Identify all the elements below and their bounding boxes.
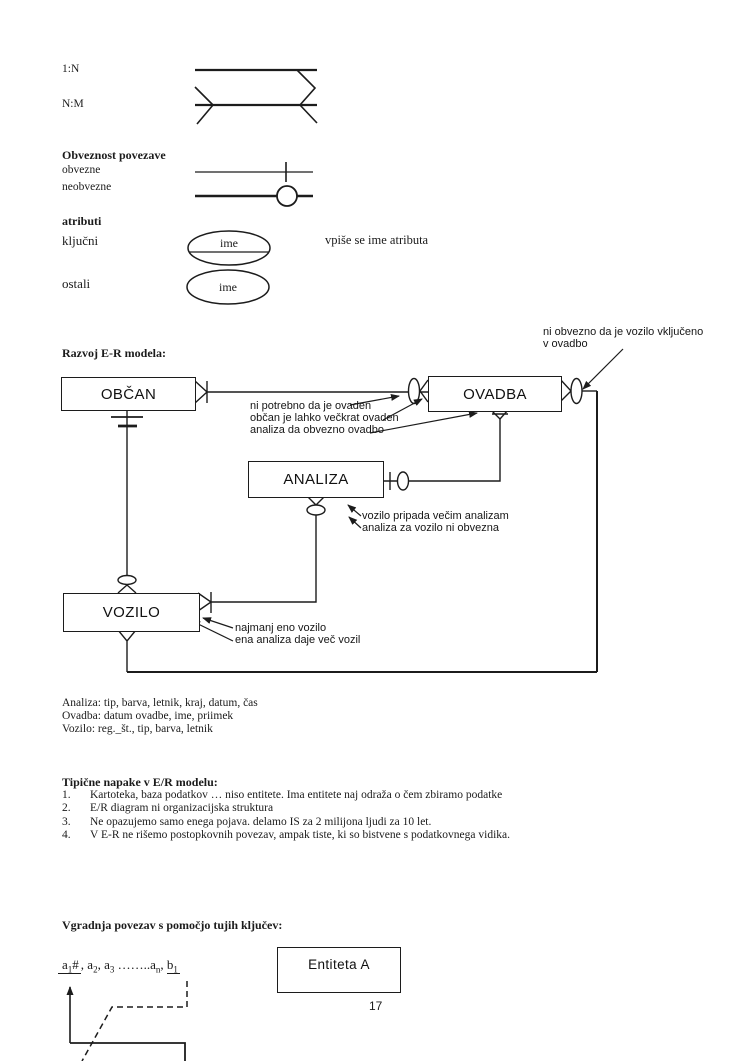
foreign-keys-title: Vgradnja povezav s pomočjo tujih ključev:	[62, 918, 283, 932]
key-attribute-name: ime	[220, 236, 238, 250]
token-text: a	[62, 957, 68, 972]
foreign-key-formula	[58, 957, 180, 975]
legend-optional-label: neobvezne	[62, 181, 112, 193]
analiza-attributes: Analiza: tip, barva, letnik, kraj, datum, čas	[62, 697, 258, 709]
legend-mandatory-label: obvezne	[62, 164, 101, 176]
other-attribute-name: ime	[219, 280, 237, 294]
entity-obcan-label: OBČAN	[100, 385, 157, 403]
annotation-obcan-ovadba	[250, 400, 399, 436]
item-number: 1.	[62, 789, 71, 801]
annotation-vozilo	[235, 622, 360, 646]
foreign-key-token	[167, 957, 180, 974]
annotation-line: najmanj eno vozilo	[235, 622, 327, 634]
legend-attributes-title: atributi	[62, 214, 102, 228]
vozilo-attributes: Vozilo: reg._št., tip, barva, letnik	[62, 723, 213, 736]
item-text: E/R diagram ni organizacijska struktura	[90, 802, 274, 815]
er-diagram-title: Razvoj E-R modela:	[62, 346, 166, 360]
legend-obligation-symbols	[195, 162, 313, 206]
annotation-line: občan je lahko večkrat ovaden	[250, 412, 399, 424]
mistakes-item	[62, 802, 510, 815]
annotation-analiza-vozilo	[362, 510, 509, 534]
legend-other-label: ostali	[62, 276, 91, 291]
item-number: 4.	[62, 829, 71, 842]
item-number: 2.	[62, 802, 71, 815]
entity-ovadba	[428, 376, 562, 412]
legend-note: vpiše se ime atributa	[325, 233, 429, 247]
token-text: , a	[97, 957, 110, 972]
mistakes-list	[62, 789, 510, 843]
token-subscript: 2	[93, 964, 98, 975]
token-subscript: 3	[109, 964, 115, 975]
mistakes-item	[62, 816, 510, 829]
page-number: 17	[369, 999, 383, 1013]
legend-cardinality-symbols	[195, 70, 317, 124]
item-text: Ne opazujemo samo enega pojava. delamo IS za 2 milijona ljudi za 10 let.	[90, 815, 432, 828]
item-text: Kartoteka, baza podatkov … niso entitete. Ima entitete naj odraža o čem zbiramo podatke	[90, 789, 503, 801]
token-text: b	[166, 957, 174, 972]
entity-obcan	[61, 377, 196, 411]
entity-a-label: Entiteta A	[308, 957, 370, 972]
key-attribute-token	[58, 957, 81, 974]
entity-vozilo-label: VOZILO	[102, 604, 161, 621]
annotation-line: ni obvezno da je vozilo vključeno	[543, 326, 704, 338]
token-subscript: 1	[67, 964, 73, 975]
annotation-line: analiza za vozilo ni obvezna	[362, 522, 499, 534]
annotation-line: v ovadbo	[543, 338, 588, 350]
token-subscript: n	[155, 964, 161, 975]
legend-nm-label: N:M	[62, 98, 84, 110]
annotation-line: ni potrebno da je ovaden	[250, 400, 372, 412]
legend-key-label: ključni	[62, 233, 99, 248]
mistakes-item	[62, 829, 510, 842]
legend-1n-label: 1:N	[62, 63, 80, 75]
legend-obligation-title: Obveznost povezave	[62, 148, 166, 162]
token-text: ,	[160, 957, 167, 972]
mistakes-title: Tipične napake v E/R modelu:	[62, 775, 218, 789]
entity-ovadba-label: OVADBA	[463, 385, 527, 403]
annotation-line: analiza da obvezno ovadbo	[250, 424, 384, 436]
annotation-line: ena analiza daje več vozil	[235, 634, 361, 646]
annotation-vozilo-ovadba	[543, 326, 703, 350]
item-text: V E-R ne rišemo postopkovnih povezav, ampak tiste, ki so bistvene s podatkovnega vidika.	[90, 829, 510, 842]
item-number: 3.	[62, 815, 71, 828]
foreign-key-figure	[70, 981, 187, 1061]
token-text: , a	[80, 957, 94, 972]
entity-attribute-lists	[62, 697, 258, 737]
entity-analiza-label: ANALIZA	[283, 471, 349, 488]
entity-a	[277, 947, 401, 993]
entity-analiza	[248, 461, 384, 498]
entity-vozilo	[63, 593, 200, 632]
token-subscript: 1	[173, 964, 178, 975]
token-text: #	[72, 957, 79, 972]
ovadba-attributes: Ovadba: datum ovadbe, ime, priimek	[62, 710, 234, 723]
annotation-line: vozilo pripada večim analizam	[362, 510, 509, 522]
token-text: ……..a	[114, 957, 156, 972]
mistakes-item	[62, 789, 510, 802]
